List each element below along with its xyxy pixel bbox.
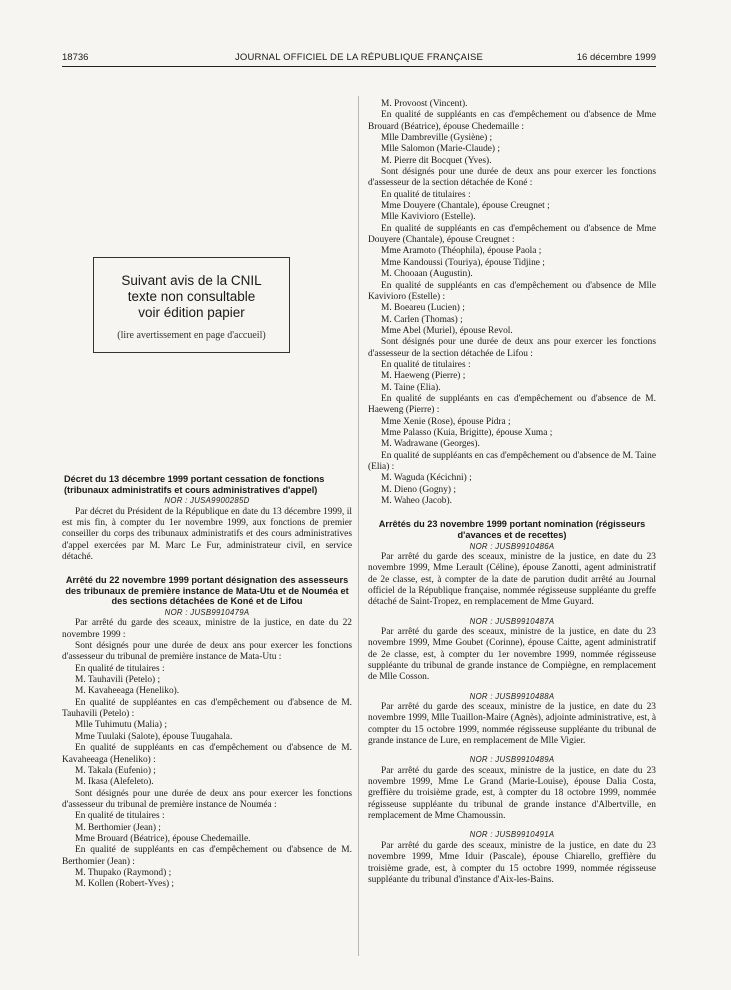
page-number: 18736 xyxy=(62,52,89,63)
paragraph-line: En qualité de suppléants en cas d'empêchement ou d'absence de Mme Douyere (Chantale), épouse Creugnet : xyxy=(368,223,656,246)
cnil-notice-box xyxy=(93,257,290,353)
paragraph-line: Mme Douyere (Chantale), épouse Creugnet ; xyxy=(381,201,550,212)
paragraph-line: M. Boeareu (Lucien) ; xyxy=(381,303,465,314)
paragraph-line: En qualité de suppléants en cas d'empêchement ou d'absence de M. Haeweng (Pierre) : xyxy=(368,393,656,416)
paragraph-line: Mlle Salomon (Marie-Claude) ; xyxy=(381,144,500,155)
paragraph-line: En qualité de suppléants en cas d'empêchement ou d'absence de Mlle Kavivioro (Estelle) : xyxy=(368,280,656,302)
paragraph-line: Mme Aramoto (Théophila), épouse Paola ; xyxy=(381,246,542,257)
cnil-line-3: voir édition papier xyxy=(138,305,245,320)
arrete-22-title: Arrêté du 22 novembre 1999 portant désignation des assesseurs des tribunaux de première instance de Mata-Utu et de Nouméa et des sections détachées de Koné et de Lifou xyxy=(65,575,349,607)
decret-title: Décret du 13 décembre 1999 portant cessation de fonctions (tribunaux administratifs et cours administratives d'appel) xyxy=(64,474,325,495)
decret-body: Par décret du Président de la République en date du 13 décembre 1999, il est mis fin, à compter du 1er novembre 1999, aux fonctions de premier conseiller du corps des tribunaux administratifs et des cours administratives d'appel exercées par M. Marc Le Fur, administrateur civil, en service détaché. xyxy=(62,506,352,562)
left-column xyxy=(62,474,352,891)
paragraph-line: En qualité de suppléants en cas d'empêchement ou d'absence de Mme Brouard (Béatrice), épouse Chedemaille : xyxy=(368,110,656,132)
paragraph-line: Sont désignés pour une durée de deux ans pour exercer les fonctions d'assesseur de la section détachée de Lifou : xyxy=(368,337,656,359)
paragraph-line: M. Kollen (Robert-Yves) ; xyxy=(75,879,175,890)
arrete-body: Par arrêté du garde des sceaux, ministre de la justice, en date du 23 novembre 1999, Mme Iduir (Pascale), épouse Chiarello, greffière du troisième grade, est, à compter du 15 octobre 1999, nommée régisseuse suppléante du tribunal d'instance d'Aix-les-Bains. xyxy=(368,840,656,885)
arrete-22-nor xyxy=(62,607,352,618)
paragraph-line: M. Berthomier (Jean) ; xyxy=(75,822,161,833)
paragraph-line: M. Tauhavili (Petelo) ; xyxy=(75,675,161,686)
paragraph-line: Mlle Tuhimutu (Malia) ; xyxy=(75,720,167,731)
paragraph-line: En qualité de titulaires : xyxy=(75,663,165,674)
nor-reference: NOR : JUSB9910491A xyxy=(469,830,555,840)
nor-reference: NOR : JUSB9910486A xyxy=(469,541,555,551)
paragraph-line: En qualité de titulaires : xyxy=(75,811,165,822)
paragraph-line: M. Provoost (Vincent). xyxy=(381,99,468,109)
paragraph-line: Par arrêté du garde des sceaux, ministre de la justice, en date du 22 novembre 1999 : xyxy=(62,618,352,640)
arretes-23-list xyxy=(368,541,656,894)
paragraph-line: En qualité de titulaires : xyxy=(381,359,471,370)
arrete-body: Par arrêté du garde des sceaux, ministre de la justice, en date du 23 novembre 1999, Mme Le Grand (Marie-Louise), épouse Dalia Costa, greffière du troisième grade, est, à compter du 18 octobre 1999, nommée régisseuse suppléante du tribunal de grande instance d'Albertville, en remplacement de Mme Chamoussin. xyxy=(368,765,656,822)
paragraph-line: En qualité de suppléants en cas d'empêchement ou d'absence de M. Berthomier (Jean) : xyxy=(62,845,352,867)
cnil-line-2: texte non consultable xyxy=(127,289,256,304)
cnil-line-1: Suivant avis de la CNIL xyxy=(121,273,262,288)
header-rule xyxy=(62,66,656,67)
arrete-22-nor-text: NOR : JUSB9910479A xyxy=(164,608,250,618)
paragraph-line: Mme Palasso (Kuia, Brigitte), épouse Xuma ; xyxy=(381,427,553,438)
arrete-body: Par arrêté du garde des sceaux, ministre de la justice, en date du 23 novembre 1999, Mme Goubet (Corinne), épouse Caitte, agent administratif de 2e classe, est, à compter du 1er novembre 1999, nommée régisseuse suppléante du tribunal de grande instance de Compiègne, en remplacement de Mlle Cosson. xyxy=(368,626,656,683)
paragraph-line: Sont désignés pour une durée de deux ans pour exercer les fonctions d'assesseur du tribunal de première instance de Mata-Utu : xyxy=(62,641,352,663)
paragraph-line: M. Haeweng (Pierre) ; xyxy=(381,371,466,382)
paragraph-line: M. Kavaheeaga (Heneliko). xyxy=(75,686,180,697)
paragraph-line: En qualité de suppléantes en cas d'empêchement ou d'absence de M. Tauhavili (Petelo) : xyxy=(62,697,352,720)
arrete-body: Par arrêté du garde des sceaux, ministre de la justice, en date du 23 novembre 1999, Mlle Tuaillon-Maire (Agnès), adjointe administrative, est, à compter du 15 octobre 1999, nommée régisseuse suppléante du tribunal de grande instance de Lure, en remplacement de Mlle Vigier. xyxy=(368,702,656,747)
paragraph-line: Mlle Dambreville (Gysiène) ; xyxy=(381,133,493,144)
paragraph-line: En qualité de suppléants en cas d'empêchement ou d'absence de M. Taine (Elia) : xyxy=(368,450,656,472)
arrete-22-continuation xyxy=(368,99,656,507)
paragraph-line: M. Taine (Elia). xyxy=(381,382,441,393)
arrete-body: Par arrêté du garde des sceaux, ministre de la justice, en date du 23 novembre 1999, Mme Lerault (Céline), épouse Zanotti, agent administratif de 2e classe, est, à compter de la date de parution dudit arrêté au Journal officiel de la République française, nommée régisseuse suppléante du greffe détaché de Saint-Tropez, en remplacement de Mme Guyard. xyxy=(368,551,656,608)
paragraph-line: M. Ikasa (Alefeleto). xyxy=(75,777,154,788)
paragraph-line: En qualité de titulaires : xyxy=(381,189,471,200)
decret-nor xyxy=(62,495,352,506)
paragraph-line: Mme Abel (Muriel), épouse Revol. xyxy=(381,325,513,336)
nor-reference: NOR : JUSB9910489A xyxy=(469,755,555,765)
cnil-note: (lire avertissement en page d'accueil) xyxy=(117,330,266,341)
paragraph-line: M. Dieno (Gogny) ; xyxy=(381,484,456,495)
arrete-22-body xyxy=(62,618,352,890)
paragraph-line: M. Carlen (Thomas) ; xyxy=(381,314,463,325)
paragraph-line: En qualité de suppléants en cas d'empêchement ou d'absence de M. Kavaheeaga (Heneliko) : xyxy=(62,743,352,765)
paragraph-line: M. Thupako (Raymond) ; xyxy=(75,867,172,878)
paragraph-line: Sont désignés pour une durée de deux ans pour exercer les fonctions d'assesseur du tribunal de première instance de Nouméa : xyxy=(62,788,352,810)
page-header xyxy=(62,52,656,66)
paragraph-line: M. Chooaan (Augustin). xyxy=(381,269,473,280)
journal-title: JOURNAL OFFICIEL DE LA RÉPUBLIQUE FRANÇAISE xyxy=(234,52,484,63)
paragraph-line: Sont désignés pour une durée de deux ans pour exercer les fonctions d'assesseur de la section détachée de Koné : xyxy=(368,167,656,189)
paragraph-line: M. Waguda (Kécichni) ; xyxy=(381,473,472,484)
paragraph-line: Mme Kandoussi (Touriya), épouse Tidjine ; xyxy=(381,257,545,268)
paragraph-line: Mme Brouard (Béatrice), épouse Chedemaille. xyxy=(75,833,251,844)
right-column xyxy=(368,99,656,893)
paragraph-line: M. Pierre dit Bocquet (Yves). xyxy=(381,155,492,166)
paragraph-line: Mlle Kavivioro (Estelle). xyxy=(381,212,476,223)
decret-nor-text: NOR : JUSA9900285D xyxy=(164,496,250,506)
arretes-23-title: Arrêtés du 23 novembre 1999 portant nomination (régisseurs d'avances et de recettes) xyxy=(378,519,646,540)
column-divider xyxy=(358,96,359,956)
nor-reference: NOR : JUSB9910488A xyxy=(469,691,555,701)
paragraph-line: M. Waheo (Jacob). xyxy=(381,496,452,507)
nor-reference: NOR : JUSB9910487A xyxy=(469,616,555,626)
paragraph-line: Mme Tuulaki (Salote), épouse Tuugahala. xyxy=(75,731,233,742)
paragraph-line: M. Takala (Eufenio) ; xyxy=(75,765,156,776)
paragraph-line: Mme Xenie (Rose), épouse Pidra ; xyxy=(381,416,511,427)
paragraph-line: M. Wadrawane (Georges). xyxy=(381,439,480,450)
issue-date: 16 décembre 1999 xyxy=(576,52,656,63)
